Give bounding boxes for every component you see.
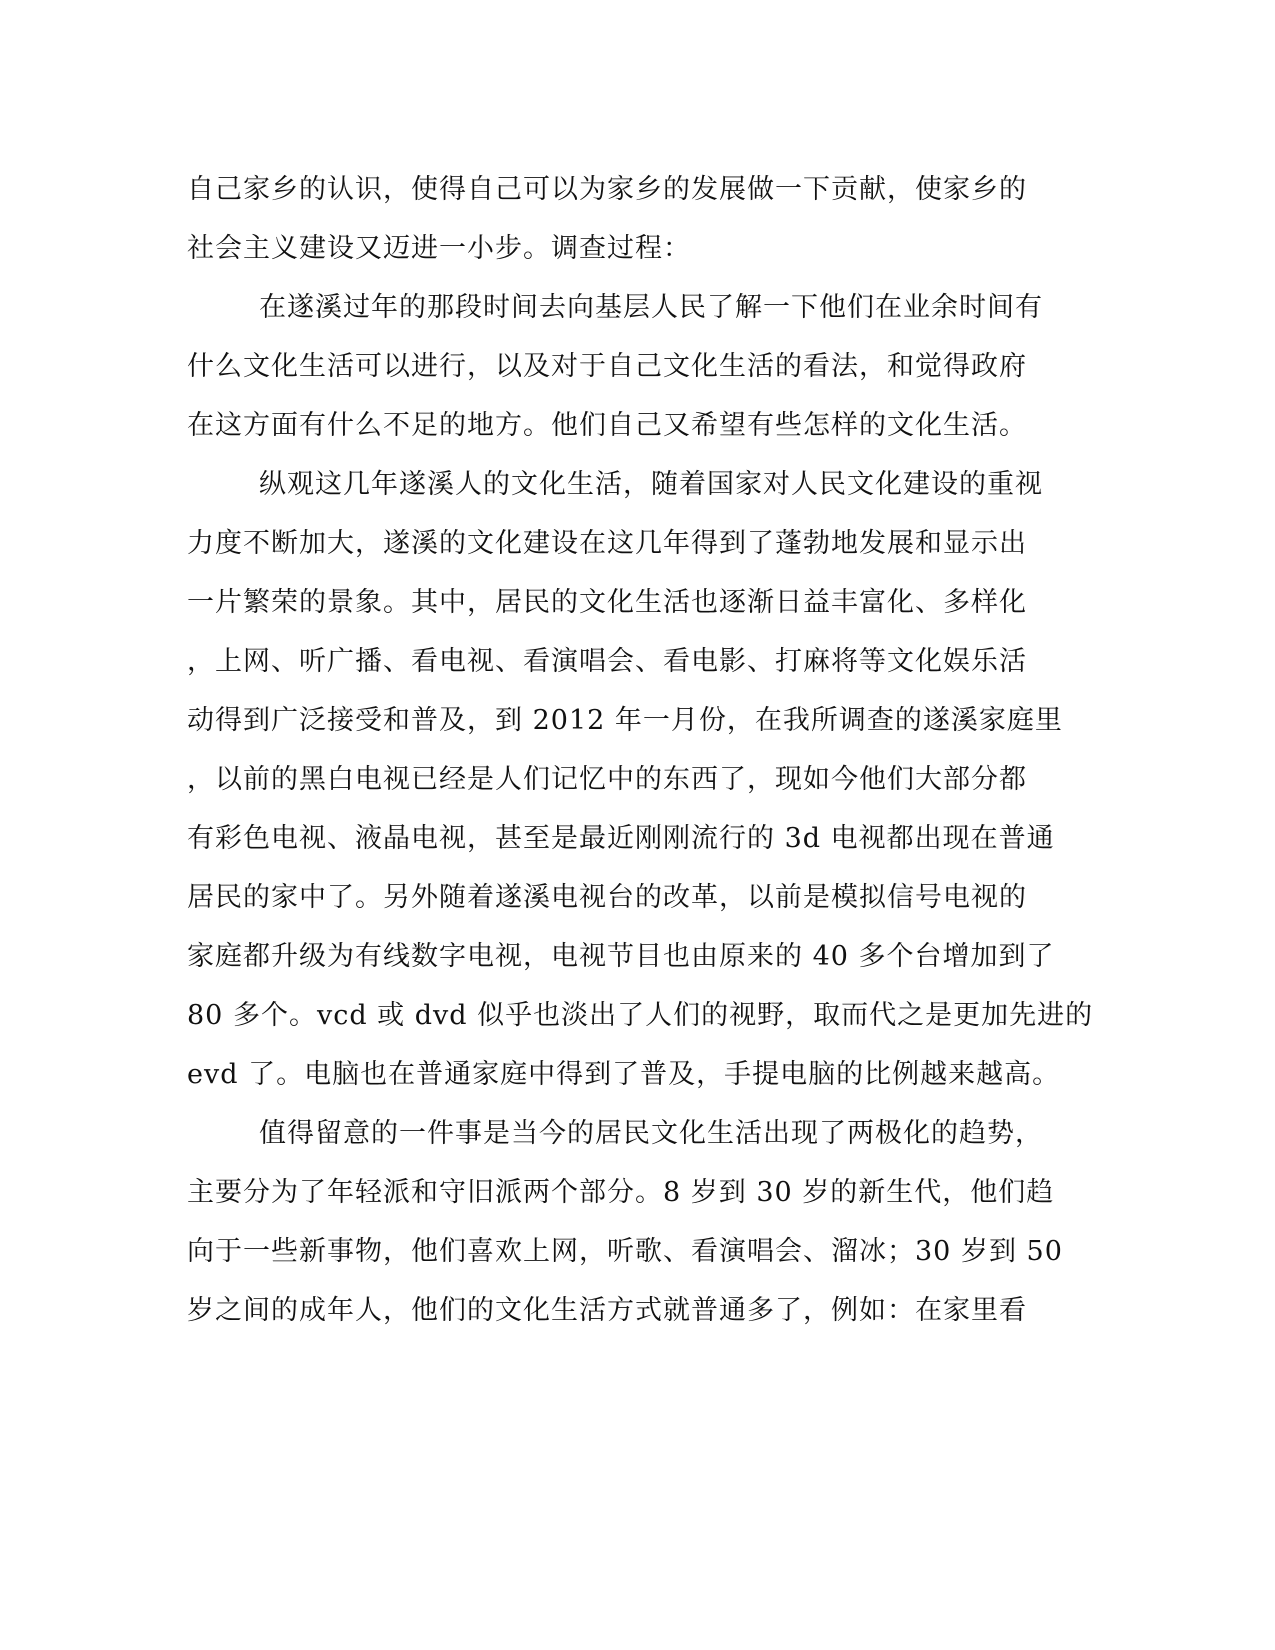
text-line: evd 了。电脑也在普通家庭中得到了普及，手提电脑的比例越来越高。: [187, 1059, 1061, 1090]
text-line: 一片繁荣的景象。其中，居民的文化生活也逐渐日益丰富化、多样化: [187, 587, 1027, 618]
text-line: 岁之间的成年人，他们的文化生活方式就普通多了，例如：在家里看: [187, 1295, 1027, 1326]
text-line: 动得到广泛接受和普及，到 2012 年一月份，在我所调查的遂溪家庭里: [187, 705, 1063, 736]
paragraph-start-line: 值得留意的一件事是当今的居民文化生活出现了两极化的趋势，: [259, 1118, 1043, 1149]
text-line: 在这方面有什么不足的地方。他们自己又希望有些怎样的文化生活。: [187, 410, 1027, 441]
text-line: 有彩色电视、液晶电视，甚至是最近刚刚流行的 3d 电视都出现在普通: [187, 823, 1055, 854]
text-line: ，上网、听广播、看电视、看演唱会、看电影、打麻将等文化娱乐活: [187, 646, 1027, 677]
text-line: ，以前的黑白电视已经是人们记忆中的东西了，现如今他们大部分都: [187, 764, 1027, 795]
text-line: 向于一些新事物，他们喜欢上网，听歌、看演唱会、溜冰；30 岁到 50: [187, 1236, 1063, 1267]
paragraph-start-line: 在遂溪过年的那段时间去向基层人民了解一下他们在业余时间有: [259, 292, 1043, 323]
text-line: 力度不断加大，遂溪的文化建设在这几年得到了蓬勃地发展和显示出: [187, 528, 1027, 559]
text-line: 家庭都升级为有线数字电视，电视节目也由原来的 40 多个台增加到了: [187, 941, 1055, 972]
text-line: 主要分为了年轻派和守旧派两个部分。8 岁到 30 岁的新生代，他们趋: [187, 1177, 1055, 1208]
text-line: 什么文化生活可以进行，以及对于自己文化生活的看法，和觉得政府: [187, 351, 1027, 382]
text-line: 80 多个。vcd 或 dvd 似乎也淡出了人们的视野，取而代之是更加先进的: [187, 1000, 1094, 1031]
text-line: 自己家乡的认识，使得自己可以为家乡的发展做一下贡献，使家乡的: [187, 174, 1027, 205]
paragraph-start-line: 纵观这几年遂溪人的文化生活，随着国家对人民文化建设的重视: [259, 469, 1043, 500]
text-line: 社会主义建设又迈进一小步。调查过程：: [187, 233, 691, 264]
text-line: 居民的家中了。另外随着遂溪电视台的改革，以前是模拟信号电视的: [187, 882, 1027, 913]
body-text: [187, 160, 1094, 1340]
